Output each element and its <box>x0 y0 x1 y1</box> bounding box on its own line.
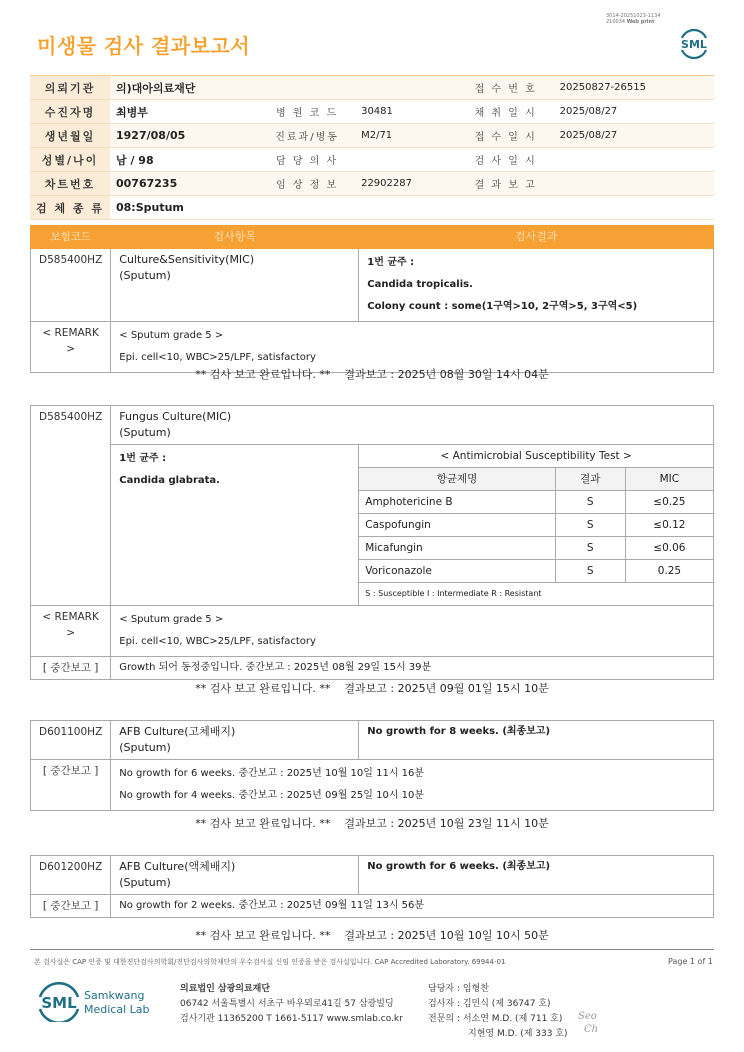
ast-drug: Voriconazole <box>359 560 555 583</box>
done-text: ** 검사 보고 완료입니다. ** <box>195 368 331 381</box>
patient-info-value: 2025/08/27 <box>554 100 714 124</box>
test-result: No growth for 6 weeks. (최종보고) <box>359 856 714 895</box>
test-code: D601100HZ <box>31 721 111 760</box>
patient-info-value <box>554 148 714 172</box>
specimen: (Sputum) <box>119 876 171 889</box>
organism: Candida glabrata. <box>119 475 220 486</box>
ast-result: S <box>555 491 625 514</box>
patient-info-value: 2025/08/27 <box>554 124 714 148</box>
patient-info-label: 검 사 일 시 <box>458 148 554 172</box>
patient-info-value: 30481 <box>355 100 458 124</box>
patient-info-label: 차트번호 <box>30 172 110 196</box>
print-stamp <box>606 13 686 25</box>
patient-info-label: 성별/나이 <box>30 148 110 172</box>
remark-grade: < Sputum grade 5 > <box>119 614 224 625</box>
patient-info-value: 22902287 <box>355 172 458 196</box>
specimen: (Sputum) <box>119 269 171 282</box>
patient-info-label: 채 취 일 시 <box>458 100 554 124</box>
done-text: ** 검사 보고 완료입니다. ** <box>195 682 331 695</box>
ast-col-mic: MIC <box>625 468 713 491</box>
ast-result: S <box>555 537 625 560</box>
ast-result: S <box>555 514 625 537</box>
test-name: Culture&Sensitivity(MIC) <box>119 253 255 266</box>
patient-info-row <box>30 76 714 100</box>
ast-title: < Antimicrobial Susceptibility Test > <box>359 445 713 468</box>
report-header-row <box>31 226 714 249</box>
completion-line <box>0 927 744 943</box>
patient-info-label: 진료과/병동 <box>259 124 355 148</box>
ast-row <box>359 537 713 560</box>
final-report-time: 결과보고 : 2025년 10월 10일 10시 50분 <box>344 929 549 942</box>
accreditation-note: 본 검사실은 CAP 인증 및 대한진단검사의학회/진단검사의학재단의 우수검사실 신임 인증을 받은 검사실입니다. CAP Accredited Laboratory. 69944-01 <box>34 958 506 966</box>
signature-2: Ch <box>584 1024 599 1035</box>
completion-line <box>0 815 744 831</box>
interim-report-2: No growth for 4 weeks. 중간보고 : 2025년 09월 25일 10시 10분 <box>119 790 425 801</box>
print-line-1: 3014-20251023-1134 <box>606 13 661 19</box>
ast-drug: Caspofungin <box>359 514 555 537</box>
ast-mic: 0.25 <box>625 560 713 583</box>
remark-grade: < Sputum grade 5 > <box>119 330 224 341</box>
patient-info-value <box>355 196 458 220</box>
test-code: D601200HZ <box>31 856 111 895</box>
specimen: (Sputum) <box>119 741 171 754</box>
print-line-2: 210034 <box>606 19 626 25</box>
ast-mic: ≤0.06 <box>625 537 713 560</box>
contact: 검사기관 11365200 T 1661-5117 www.smlab.co.kr <box>180 1014 403 1024</box>
patient-info-label: 담 당 의 사 <box>259 148 355 172</box>
patient-info-label: 검 체 종 류 <box>30 196 110 220</box>
patient-info-value: 20250827-26515 <box>554 76 714 100</box>
patient-info-value: 1927/08/05 <box>110 124 259 148</box>
patient-info-value: 00767235 <box>110 172 259 196</box>
completion-line <box>0 366 744 382</box>
print-tag: Web print <box>626 19 655 25</box>
patient-info-value <box>355 148 458 172</box>
interim-report-1: No growth for 6 weeks. 중간보고 : 2025년 10월 10일 11시 16분 <box>119 768 425 779</box>
patient-info-value: M2/71 <box>355 124 458 148</box>
patient-info-label <box>259 196 355 220</box>
specialist-1: 전문의 : 서소연 M.D. (제 711 호) <box>428 1014 563 1024</box>
test-name: AFB Culture(고체배지) <box>119 725 236 738</box>
specialist-2: 지현영 M.D. (제 333 호) <box>468 1029 568 1039</box>
test-name: Fungus Culture(MIC) <box>119 410 232 423</box>
patient-info-label: 생년월일 <box>30 124 110 148</box>
interim-report: Growth 되어 동정중입니다. 중간보고 : 2025년 08월 29일 15시 39분 <box>111 657 714 680</box>
signature-marks <box>578 1010 598 1036</box>
report-afb-liquid <box>30 855 714 918</box>
patient-info-label <box>259 76 355 100</box>
sml-logo-icon <box>676 24 712 62</box>
header-item: 검사항목 <box>111 226 359 249</box>
patient-info-label: 의뢰기관 <box>30 76 110 100</box>
ast-result: S <box>555 560 625 583</box>
report-culture-sensitivity <box>30 225 714 373</box>
organism: Candida tropicalis. <box>367 279 473 290</box>
patient-info-value: 남 / 98 <box>110 148 259 172</box>
patient-info-label: 임 상 정 보 <box>259 172 355 196</box>
strain-label: 1번 균주 : <box>119 453 167 464</box>
strain-label: 1번 균주 : <box>367 257 415 268</box>
remark-label: < REMARK > <box>31 606 111 657</box>
patient-info-label <box>458 196 554 220</box>
patient-info-value: 의)대아의료재단 <box>110 76 259 100</box>
ast-row <box>359 491 713 514</box>
final-report-time: 결과보고 : 2025년 10월 23일 11시 10분 <box>344 817 549 830</box>
report-title: 미생물 검사 결과보고서 <box>37 34 251 58</box>
manager: 담당자 : 임형찬 <box>428 984 489 994</box>
final-report-time: 결과보고 : 2025년 09월 01일 15시 10분 <box>344 682 549 695</box>
done-text: ** 검사 보고 완료입니다. ** <box>195 929 331 942</box>
address: 06742 서울특별시 서초구 바우뫼로41길 57 삼광빌딩 <box>180 999 394 1009</box>
ast-row <box>359 560 713 583</box>
patient-info-row <box>30 124 714 148</box>
ast-drug: Amphotericine B <box>359 491 555 514</box>
page-number: Page 1 of 1 <box>668 957 713 966</box>
patient-info-value: 08:Sputum <box>110 196 259 220</box>
ast-mic: ≤0.25 <box>625 491 713 514</box>
lab-name-line2: Medical Lab <box>84 1003 150 1016</box>
patient-info-value <box>554 196 714 220</box>
test-code: D585400HZ <box>31 249 111 322</box>
sml-footer-logo-text: SML <box>41 994 77 1012</box>
interim-report-1: No growth for 2 weeks. 중간보고 : 2025년 09월 11일 13시 56분 <box>111 895 714 918</box>
ast-drug: Micafungin <box>359 537 555 560</box>
signature-1: Seo <box>578 1011 597 1022</box>
test-name: AFB Culture(액체배지) <box>119 860 236 873</box>
ast-table <box>359 445 713 605</box>
remark-label: < REMARK > <box>31 322 111 373</box>
sml-footer-logo-icon <box>36 982 160 1022</box>
report-fungus-culture <box>30 405 714 680</box>
ast-mic: ≤0.12 <box>625 514 713 537</box>
patient-info-label: 결 과 보 고 <box>458 172 554 196</box>
patient-info-value <box>355 76 458 100</box>
patient-info-table <box>30 75 714 220</box>
interim-label: [ 중간보고 ] <box>31 760 111 811</box>
patient-info-row <box>30 148 714 172</box>
lab-address-block <box>180 982 403 1027</box>
header-code: 보험코드 <box>31 226 111 249</box>
signatures-block <box>428 982 568 1042</box>
tester: 검사자 : 김민식 (제 36747 호) <box>428 999 551 1009</box>
ast-legend: S : Susceptible I : Intermediate R : Resistant <box>359 583 713 606</box>
remark-detail: Epi. cell<10, WBC>25/LPF, satisfactory <box>119 352 316 363</box>
lab-name-line1: Samkwang <box>84 989 145 1002</box>
patient-info-row <box>30 196 714 220</box>
footer-divider <box>30 949 714 950</box>
interim-label: [ 중간보고 ] <box>31 657 111 680</box>
completion-line <box>0 680 744 696</box>
header-result: 검사결과 <box>359 226 714 249</box>
test-code: D585400HZ <box>31 406 111 606</box>
patient-info-label: 수진자명 <box>30 100 110 124</box>
test-result: No growth for 8 weeks. (최종보고) <box>359 721 714 760</box>
specimen: (Sputum) <box>119 426 171 439</box>
colony-count: Colony count : some(1구역>10, 2구역>5, 3구역<5) <box>367 301 638 312</box>
patient-info-row <box>30 172 714 196</box>
ast-col-result: 결과 <box>555 468 625 491</box>
patient-info-label: 접 수 번 호 <box>458 76 554 100</box>
patient-info-value: 최병부 <box>110 100 259 124</box>
org-name: 의료법인 삼광의료재단 <box>180 984 271 994</box>
remark-detail: Epi. cell<10, WBC>25/LPF, satisfactory <box>119 636 316 647</box>
samkwang-logo <box>36 982 160 1022</box>
ast-row <box>359 514 713 537</box>
report-afb-solid <box>30 720 714 811</box>
sml-logo-text: SML <box>681 38 707 51</box>
done-text: ** 검사 보고 완료입니다. ** <box>195 817 331 830</box>
interim-label: [ 중간보고 ] <box>31 895 111 918</box>
patient-info-label: 접 수 일 시 <box>458 124 554 148</box>
final-report-time: 결과보고 : 2025년 08월 30일 14시 04분 <box>344 368 549 381</box>
ast-col-drug: 항균제명 <box>359 468 555 491</box>
patient-info-row <box>30 100 714 124</box>
patient-info-value <box>554 172 714 196</box>
patient-info-label: 병 원 코 드 <box>259 100 355 124</box>
